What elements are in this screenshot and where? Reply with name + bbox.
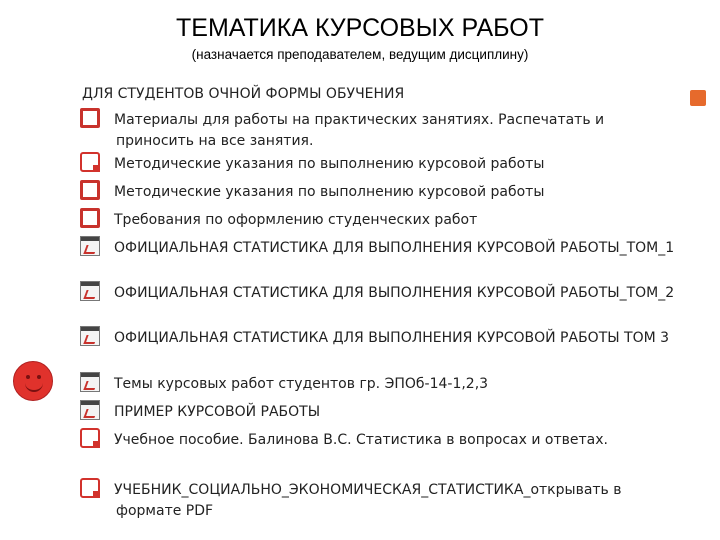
- item-label[interactable]: Методические указания по выполнению курсовой работы: [114, 156, 545, 172]
- document-outline-icon: [80, 478, 100, 498]
- item-label[interactable]: ОФИЦИАЛЬНАЯ СТАТИСТИКА ДЛЯ ВЫПОЛНЕНИЯ КУРСОВОЙ РАБОТЫ ТОМ 3: [114, 330, 670, 346]
- pdf-file-icon: [80, 236, 100, 256]
- item-label[interactable]: ПРИМЕР КУРСОВОЙ РАБОТЫ: [114, 404, 321, 420]
- item-label[interactable]: Материалы для работы на практических занятиях. Распечатать и приносить на все занятия.: [114, 112, 605, 149]
- item-label[interactable]: ОФИЦИАЛЬНАЯ СТАТИСТИКА ДЛЯ ВЫПОЛНЕНИЯ КУРСОВОЙ РАБОТЫ_ТОМ_1: [114, 240, 675, 256]
- edit-icon[interactable]: [690, 90, 706, 106]
- document-list: [80, 84, 690, 540]
- item-label[interactable]: Темы курсовых работ студентов гр. ЭПОб-14-1,2,3: [114, 376, 489, 392]
- pdf-file-icon: [80, 326, 100, 346]
- list-item[interactable]: [80, 400, 680, 423]
- page-title: ТЕМАТИКА КУРСОВЫХ РАБОТ: [176, 14, 544, 42]
- section-heading: ДЛЯ СТУДЕНТОВ ОЧНОЙ ФОРМЫ ОБУЧЕНИЯ: [82, 86, 405, 102]
- document-outline-icon: [80, 152, 100, 172]
- word-file-icon: [80, 108, 100, 128]
- word-file-icon: [80, 180, 100, 200]
- list-item[interactable]: [80, 208, 680, 231]
- pdf-file-icon: [80, 372, 100, 392]
- list-item[interactable]: [80, 152, 680, 175]
- list-item[interactable]: [80, 478, 680, 522]
- page-subtitle: (назначается преподавателем, ведущим дисциплину): [191, 47, 529, 62]
- word-file-icon: [80, 208, 100, 228]
- list-item[interactable]: [80, 236, 680, 259]
- document-outline-icon: [80, 428, 100, 448]
- list-item[interactable]: [80, 428, 680, 451]
- pdf-file-icon: [80, 400, 100, 420]
- item-label[interactable]: Требования по оформлению студенческих работ: [114, 212, 478, 228]
- item-label[interactable]: УЧЕБНИК_СОЦИАЛЬНО_ЭКОНОМИЧЕСКАЯ_СТАТИСТИКА_открывать в формате PDF: [114, 482, 622, 519]
- item-label[interactable]: Учебное пособие. Балинова В.С. Статистика в вопросах и ответах.: [114, 432, 608, 448]
- item-label[interactable]: Методические указания по выполнению курсовой работы: [114, 184, 545, 200]
- pdf-file-icon: [80, 281, 100, 301]
- list-item[interactable]: [80, 372, 680, 395]
- list-item[interactable]: [80, 281, 680, 304]
- smiley-eye-right: [37, 375, 41, 379]
- list-item[interactable]: [80, 180, 680, 203]
- smiley-icon: [13, 361, 53, 401]
- smiley-eye-left: [26, 375, 30, 379]
- smiley-mouth: [25, 381, 43, 392]
- item-label[interactable]: ОФИЦИАЛЬНАЯ СТАТИСТИКА ДЛЯ ВЫПОЛНЕНИЯ КУРСОВОЙ РАБОТЫ_ТОМ_2: [114, 285, 675, 301]
- list-item[interactable]: [80, 326, 680, 349]
- list-item[interactable]: [80, 108, 680, 152]
